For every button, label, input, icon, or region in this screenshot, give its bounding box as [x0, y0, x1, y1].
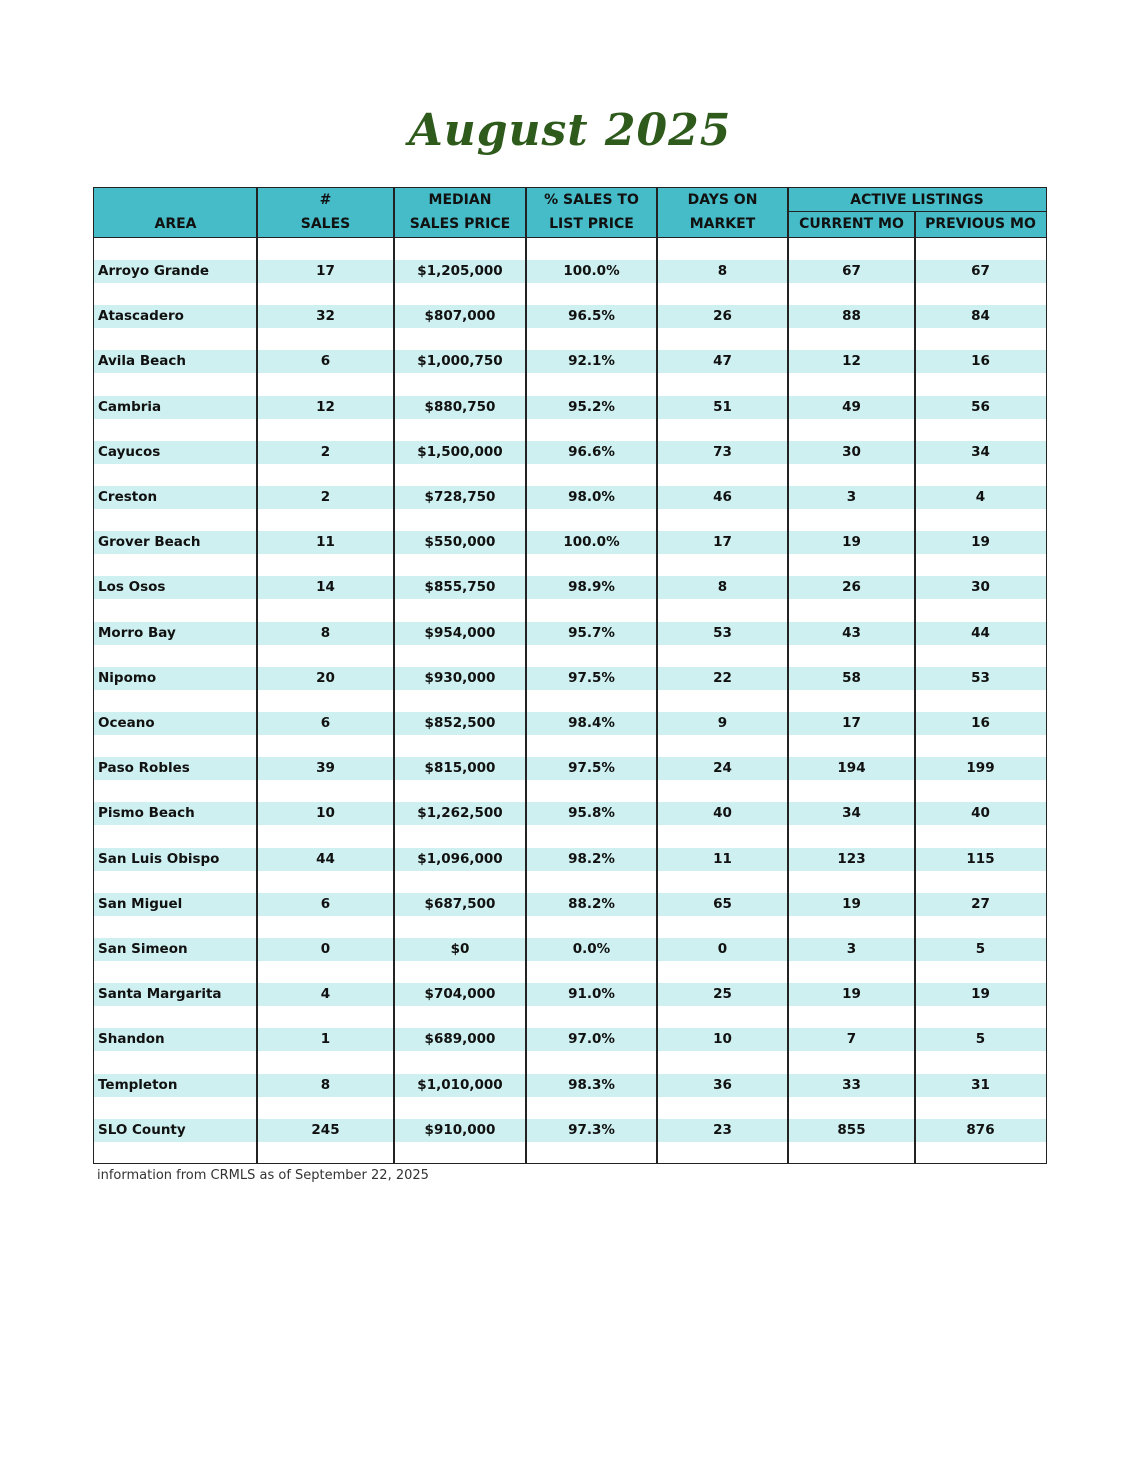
- cell-days: 73: [713, 443, 732, 460]
- cell-days: 8: [717, 579, 728, 596]
- cell-pct: 88.2%: [568, 895, 615, 912]
- cell-previous: 31: [971, 1076, 990, 1093]
- cell-area: Templeton: [98, 1076, 178, 1093]
- cell-days: 17: [713, 534, 732, 551]
- cell-pct: 97.3%: [568, 1121, 615, 1138]
- cell-sales: 2: [320, 489, 331, 505]
- cell-current: 7: [846, 1031, 857, 1048]
- cell-previous: 19: [971, 986, 990, 1003]
- cell-current: 49: [842, 398, 861, 415]
- cell-pct: 98.3%: [568, 1076, 615, 1093]
- source-footnote: information from CRMLS as of September 22, 2025: [97, 1168, 429, 1183]
- cell-sales: 245: [311, 1121, 340, 1138]
- cell-median: $1,000,750: [417, 353, 503, 370]
- cell-pct: 97.5%: [568, 760, 615, 777]
- cell-area: Nipomo: [98, 669, 157, 686]
- cell-area: Paso Robles: [98, 760, 190, 777]
- cell-sales: 6: [320, 895, 331, 912]
- cell-days: 65: [713, 895, 732, 912]
- cell-sales: 17: [316, 263, 335, 279]
- header-days-on-market: DAYS ON MARKET: [687, 192, 758, 232]
- cell-pct: 98.2%: [568, 850, 615, 867]
- cell-sales: 4: [320, 986, 331, 1003]
- cell-sales: 8: [320, 1076, 331, 1093]
- cell-area: Pismo Beach: [98, 805, 195, 822]
- cell-days: 53: [713, 624, 732, 641]
- cell-current: 43: [842, 624, 861, 641]
- cell-days: 8: [717, 263, 728, 279]
- cell-pct: 100.0%: [563, 534, 620, 551]
- cell-previous: 4: [975, 489, 986, 505]
- page-title: August 2025: [408, 105, 732, 156]
- cell-median: $910,000: [424, 1121, 496, 1138]
- cell-sales: 6: [320, 715, 331, 731]
- cell-pct: 95.2%: [568, 398, 615, 415]
- cell-days: 9: [717, 715, 728, 731]
- cell-previous: 67: [971, 263, 990, 279]
- cell-sales: 1: [320, 1031, 331, 1048]
- cell-previous: 53: [971, 669, 990, 686]
- table-header: [94, 188, 1046, 238]
- cell-previous: 16: [971, 715, 990, 731]
- cell-current: 30: [842, 443, 861, 460]
- cell-median: $728,750: [424, 489, 496, 505]
- cell-days: 24: [713, 760, 732, 777]
- header-active-listings: ACTIVE LISTINGS: [788, 188, 1046, 212]
- cell-area: Grover Beach: [98, 534, 201, 551]
- header-median-price: MEDIAN SALES PRICE: [409, 192, 511, 232]
- cell-previous: 5: [975, 941, 986, 957]
- cell-previous: 27: [971, 895, 990, 912]
- cell-pct: 92.1%: [568, 353, 615, 370]
- cell-median: $689,000: [424, 1031, 496, 1048]
- cell-area: Los Osos: [98, 579, 166, 596]
- cell-previous: 5: [975, 1031, 986, 1048]
- header-pct-list: % SALES TO LIST PRICE: [544, 192, 639, 232]
- header-area: AREA: [154, 216, 197, 232]
- cell-area: Shandon: [98, 1031, 165, 1048]
- header-previous-mo: PREVIOUS MO: [925, 216, 1036, 232]
- cell-days: 51: [713, 398, 732, 415]
- cell-sales: 39: [316, 760, 335, 777]
- cell-median: $550,000: [424, 534, 496, 551]
- cell-days: 40: [713, 805, 732, 822]
- market-stats-table: [93, 187, 1047, 1164]
- cell-current: 3: [846, 489, 857, 505]
- cell-previous: 115: [966, 850, 995, 867]
- cell-area: Cayucos: [98, 443, 161, 460]
- cell-days: 25: [713, 986, 732, 1003]
- cell-median: $0: [450, 941, 470, 957]
- cell-area: Avila Beach: [98, 353, 187, 370]
- cell-previous: 16: [971, 353, 990, 370]
- cell-sales: 6: [320, 353, 331, 370]
- cell-current: 33: [842, 1076, 861, 1093]
- cell-days: 22: [713, 669, 732, 686]
- cell-area: Arroyo Grande: [98, 263, 210, 279]
- cell-days: 23: [713, 1121, 732, 1138]
- cell-median: $1,205,000: [417, 263, 503, 279]
- cell-pct: 96.6%: [568, 443, 615, 460]
- cell-median: $1,262,500: [417, 805, 503, 822]
- cell-pct: 97.5%: [568, 669, 615, 686]
- cell-current: 194: [837, 760, 866, 777]
- cell-pct: 97.0%: [568, 1031, 615, 1048]
- cell-area: SLO County: [98, 1121, 186, 1138]
- cell-current: 19: [842, 534, 861, 551]
- cell-previous: 876: [966, 1121, 995, 1138]
- cell-current: 19: [842, 895, 861, 912]
- cell-current: 34: [842, 805, 861, 822]
- cell-median: $954,000: [424, 624, 496, 641]
- cell-area: Atascadero: [98, 308, 184, 325]
- cell-area: San Luis Obispo: [98, 850, 220, 867]
- cell-sales: 32: [316, 308, 335, 325]
- cell-area: Creston: [98, 489, 158, 505]
- cell-current: 67: [842, 263, 861, 279]
- cell-days: 10: [713, 1031, 732, 1048]
- cell-sales: 20: [316, 669, 335, 686]
- cell-pct: 98.4%: [568, 715, 615, 731]
- cell-median: $687,500: [424, 895, 496, 912]
- cell-days: 0: [717, 941, 728, 957]
- cell-area: San Miguel: [98, 895, 183, 912]
- cell-days: 46: [713, 489, 732, 505]
- cell-median: $704,000: [424, 986, 496, 1003]
- cell-pct: 98.9%: [568, 579, 615, 596]
- cell-previous: 199: [966, 760, 995, 777]
- cell-area: Morro Bay: [98, 624, 176, 641]
- header-sales: # SALES: [300, 192, 351, 232]
- cell-previous: 30: [971, 579, 990, 596]
- cell-current: 855: [837, 1121, 866, 1138]
- cell-sales: 10: [316, 805, 335, 822]
- cell-median: $855,750: [424, 579, 496, 596]
- cell-median: $1,500,000: [417, 443, 503, 460]
- cell-pct: 96.5%: [568, 308, 615, 325]
- cell-current: 12: [842, 353, 861, 370]
- cell-pct: 91.0%: [568, 986, 615, 1003]
- cell-median: $930,000: [424, 669, 496, 686]
- cell-current: 17: [842, 715, 861, 731]
- cell-sales: 0: [320, 941, 331, 957]
- cell-pct: 98.0%: [568, 489, 615, 505]
- cell-previous: 84: [971, 308, 990, 325]
- cell-median: $880,750: [424, 398, 496, 415]
- cell-previous: 40: [971, 805, 990, 822]
- cell-current: 58: [842, 669, 861, 686]
- cell-previous: 34: [971, 443, 990, 460]
- cell-sales: 44: [316, 850, 335, 867]
- cell-current: 123: [837, 850, 866, 867]
- cell-sales: 14: [316, 579, 335, 596]
- cell-sales: 11: [316, 534, 335, 551]
- cell-area: Cambria: [98, 398, 162, 415]
- cell-current: 88: [842, 308, 861, 325]
- cell-current: 19: [842, 986, 861, 1003]
- cell-median: $1,010,000: [417, 1076, 503, 1093]
- cell-days: 26: [713, 308, 732, 325]
- cell-median: $1,096,000: [417, 850, 503, 867]
- cell-pct: 100.0%: [563, 263, 620, 279]
- cell-days: 36: [713, 1076, 732, 1093]
- cell-pct: 95.7%: [568, 624, 615, 641]
- cell-pct: 95.8%: [568, 805, 615, 822]
- cell-current: 26: [842, 579, 861, 596]
- cell-pct: 0.0%: [572, 941, 611, 957]
- cell-days: 11: [713, 850, 732, 867]
- cell-current: 3: [846, 941, 857, 957]
- cell-area: Oceano: [98, 715, 155, 731]
- cell-previous: 44: [971, 624, 990, 641]
- cell-median: $815,000: [424, 760, 496, 777]
- cell-previous: 19: [971, 534, 990, 551]
- cell-sales: 2: [320, 443, 331, 460]
- cell-previous: 56: [971, 398, 990, 415]
- cell-sales: 12: [316, 398, 335, 415]
- cell-days: 47: [713, 353, 732, 370]
- cell-area: San Simeon: [98, 941, 188, 957]
- cell-area: Santa Margarita: [98, 986, 222, 1003]
- cell-median: $852,500: [424, 715, 496, 731]
- header-current-mo: CURRENT MO: [799, 216, 904, 232]
- cell-median: $807,000: [424, 308, 496, 325]
- cell-sales: 8: [320, 624, 331, 641]
